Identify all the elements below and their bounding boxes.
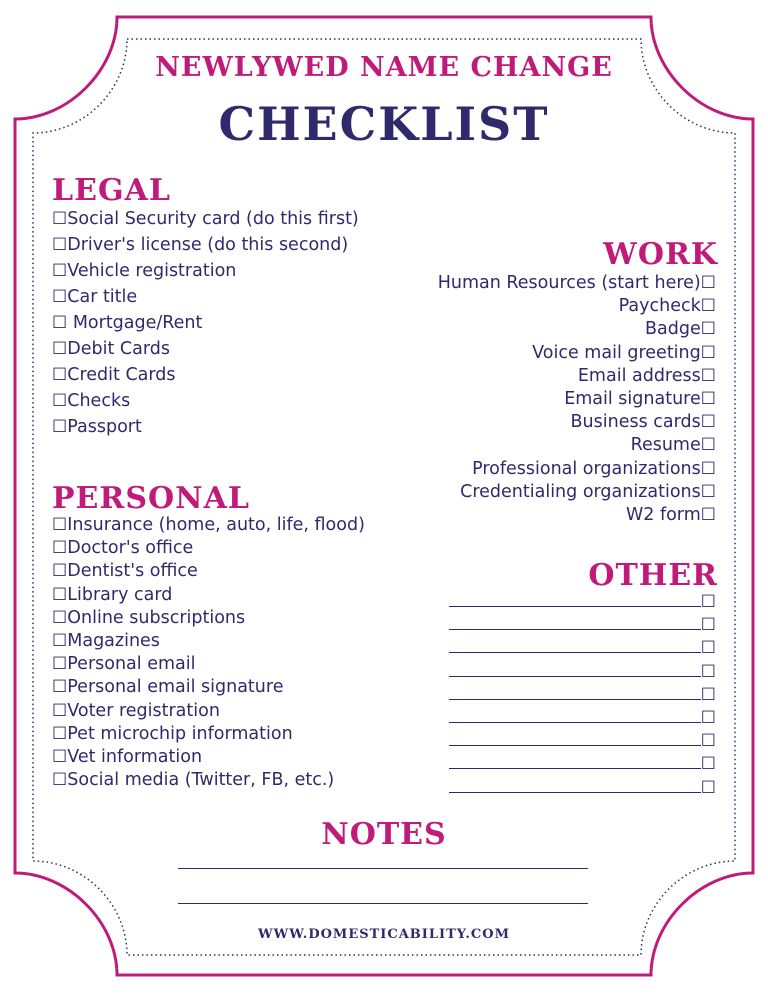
checklist-item-label: Social Security card (do this first) <box>67 209 359 229</box>
checklist-item[interactable] <box>52 388 359 414</box>
checkbox[interactable]: ☐ <box>700 615 716 636</box>
checkbox[interactable]: ☐ <box>700 731 716 752</box>
write-in-line[interactable] <box>449 731 701 746</box>
checklist-item-label: Paycheck <box>618 296 701 317</box>
checklist-item-label: Email address <box>577 365 701 386</box>
checklist-item[interactable] <box>438 365 716 388</box>
other-blank-item[interactable] <box>449 730 716 753</box>
write-in-line[interactable] <box>449 685 701 700</box>
checkbox[interactable]: ☐ <box>52 209 68 229</box>
work-heading: WORK <box>603 237 718 272</box>
checkbox[interactable]: ☐ <box>52 561 68 582</box>
checkbox[interactable]: ☐ <box>52 770 68 791</box>
checklist-item-label: Email signature <box>564 388 701 409</box>
checklist-item[interactable] <box>52 414 359 440</box>
checklist-item[interactable] <box>438 272 716 295</box>
checkbox[interactable]: ☐ <box>52 630 68 651</box>
write-in-line[interactable] <box>449 754 701 769</box>
checkbox[interactable]: ☐ <box>52 677 68 698</box>
checkbox[interactable]: ☐ <box>52 723 68 744</box>
checkbox[interactable]: ☐ <box>700 504 716 525</box>
checklist-item-label: Human Resources (start here) <box>437 273 701 293</box>
checklist-item[interactable] <box>52 746 365 769</box>
checklist-item-label: Professional organizations <box>472 458 701 479</box>
page-kicker: NEWLYWED NAME CHANGE <box>155 52 613 83</box>
checklist-item-label: Resume <box>630 435 701 456</box>
checklist-item-label: Vehicle registration <box>67 261 237 281</box>
checklist-item-label: Pet microchip information <box>67 723 293 744</box>
checklist-item[interactable] <box>52 310 359 336</box>
checklist-item[interactable] <box>52 232 359 258</box>
checkbox[interactable]: ☐ <box>52 339 68 359</box>
checklist-item[interactable] <box>438 318 716 341</box>
notes-heading: NOTES <box>321 817 447 852</box>
checklist-item-label: Insurance (home, auto, life, flood) <box>67 515 365 535</box>
write-in-line[interactable] <box>449 638 701 653</box>
checkbox[interactable]: ☐ <box>52 391 68 411</box>
checklist-item-label: Vet information <box>67 746 203 767</box>
other-heading: OTHER <box>588 558 718 593</box>
other-blank-item[interactable] <box>449 707 716 730</box>
checkbox[interactable]: ☐ <box>700 777 716 798</box>
checklist-item-label: Credit Cards <box>67 365 176 385</box>
checklist-item[interactable] <box>52 769 365 792</box>
other-blank-item[interactable] <box>449 661 716 684</box>
checklist-item[interactable] <box>52 284 359 310</box>
checklist-item[interactable] <box>438 434 716 457</box>
checklist-item-label: Car title <box>67 287 138 307</box>
checklist-item-label: Credentialing organizations <box>460 481 701 502</box>
checklist-item[interactable] <box>52 362 359 388</box>
checklist-item-label: Driver's license (do this second) <box>67 235 349 255</box>
notes-line[interactable] <box>178 903 588 904</box>
checklist-item-label: Voter registration <box>67 700 220 721</box>
write-in-line[interactable] <box>449 778 701 793</box>
work-list <box>438 272 716 527</box>
checklist-item-label: W2 form <box>625 504 701 525</box>
checklist-item[interactable] <box>438 504 716 527</box>
checkbox[interactable]: ☐ <box>700 707 716 728</box>
checkbox[interactable]: ☐ <box>700 754 716 775</box>
checkbox[interactable]: ☐ <box>52 584 68 605</box>
checkbox[interactable]: ☐ <box>700 388 716 409</box>
checkbox[interactable]: ☐ <box>700 342 716 363</box>
legal-heading: LEGAL <box>52 173 171 208</box>
checkbox[interactable]: ☐ <box>700 365 716 386</box>
checklist-item-label: Mortgage/Rent <box>67 313 203 333</box>
checklist-item[interactable] <box>438 388 716 411</box>
checkbox[interactable]: ☐ <box>52 313 68 333</box>
checklist-item[interactable] <box>52 336 359 362</box>
write-in-line[interactable] <box>449 615 701 630</box>
checkbox[interactable]: ☐ <box>700 319 716 340</box>
other-list <box>449 591 716 800</box>
checklist-item-label: Checks <box>67 391 131 411</box>
checklist-item[interactable] <box>52 676 365 699</box>
checkbox[interactable]: ☐ <box>52 607 68 628</box>
checklist-item-label: Magazines <box>67 630 160 651</box>
checkbox[interactable]: ☐ <box>700 481 716 502</box>
write-in-line[interactable] <box>449 592 701 607</box>
notes-line[interactable] <box>178 868 588 869</box>
checklist-item[interactable] <box>52 258 359 284</box>
checklist-item[interactable] <box>52 560 365 583</box>
checklist-item-label: Doctor's office <box>67 538 194 559</box>
other-blank-item[interactable] <box>449 614 716 637</box>
checklist-item-label: Dentist's office <box>67 561 198 582</box>
footer-website: WWW.DOMESTICABILITY.COM <box>258 927 510 942</box>
other-blank-item[interactable] <box>449 753 716 776</box>
legal-list <box>52 206 359 440</box>
checklist-item[interactable] <box>438 458 716 481</box>
checklist-item[interactable] <box>52 653 365 676</box>
checklist-item[interactable] <box>52 514 365 537</box>
checklist-item-label: Online subscriptions <box>67 607 246 628</box>
checklist-item[interactable] <box>52 723 365 746</box>
checklist-item[interactable] <box>52 206 359 232</box>
checklist-item[interactable] <box>438 481 716 504</box>
checklist-item[interactable] <box>52 630 365 653</box>
checklist-item-label: Personal email <box>67 654 196 675</box>
checkbox[interactable]: ☐ <box>52 515 68 535</box>
other-blank-item[interactable] <box>449 591 716 614</box>
checkbox[interactable]: ☐ <box>52 287 68 307</box>
checklist-item[interactable] <box>52 584 365 607</box>
checklist-item-label: Personal email signature <box>67 677 284 698</box>
checkbox[interactable]: ☐ <box>700 273 716 293</box>
checkbox[interactable]: ☐ <box>52 746 68 767</box>
checkbox[interactable]: ☐ <box>700 412 716 433</box>
page-title: CHECKLIST <box>218 97 550 151</box>
checklist-item[interactable] <box>438 295 716 318</box>
checkbox[interactable]: ☐ <box>700 638 716 659</box>
checklist-item[interactable] <box>52 537 365 560</box>
checkbox[interactable]: ☐ <box>700 684 716 705</box>
other-blank-item[interactable] <box>449 777 716 800</box>
checkbox[interactable]: ☐ <box>700 458 716 479</box>
checkbox[interactable]: ☐ <box>700 661 716 682</box>
checkbox[interactable]: ☐ <box>52 365 68 385</box>
checklist-item-label: Business cards <box>570 412 701 433</box>
other-blank-item[interactable] <box>449 684 716 707</box>
write-in-line[interactable] <box>449 708 701 723</box>
personal-list <box>52 514 365 792</box>
checkbox[interactable]: ☐ <box>52 654 68 675</box>
other-blank-item[interactable] <box>449 637 716 660</box>
checklist-item-label: Voice mail greeting <box>532 342 701 363</box>
checklist-item-label: Badge <box>645 319 701 340</box>
checklist-item[interactable] <box>438 411 716 434</box>
checklist-item[interactable] <box>52 607 365 630</box>
checklist-item-label: Debit Cards <box>67 339 170 359</box>
checklist-item-label: Library card <box>67 584 173 605</box>
checkbox[interactable]: ☐ <box>700 296 716 317</box>
checkbox[interactable]: ☐ <box>700 592 716 612</box>
checkbox[interactable]: ☐ <box>52 417 68 437</box>
checkbox[interactable]: ☐ <box>700 435 716 456</box>
personal-heading: PERSONAL <box>52 481 250 516</box>
checkbox[interactable]: ☐ <box>52 700 68 721</box>
checklist-item-label: Passport <box>67 417 142 437</box>
checklist-item[interactable] <box>438 342 716 365</box>
checklist-item[interactable] <box>52 700 365 723</box>
checklist-item-label: Social media (Twitter, FB, etc.) <box>67 770 335 791</box>
checkbox[interactable]: ☐ <box>52 538 68 559</box>
checkbox[interactable]: ☐ <box>52 261 68 281</box>
checkbox[interactable]: ☐ <box>52 235 68 255</box>
write-in-line[interactable] <box>449 662 701 677</box>
